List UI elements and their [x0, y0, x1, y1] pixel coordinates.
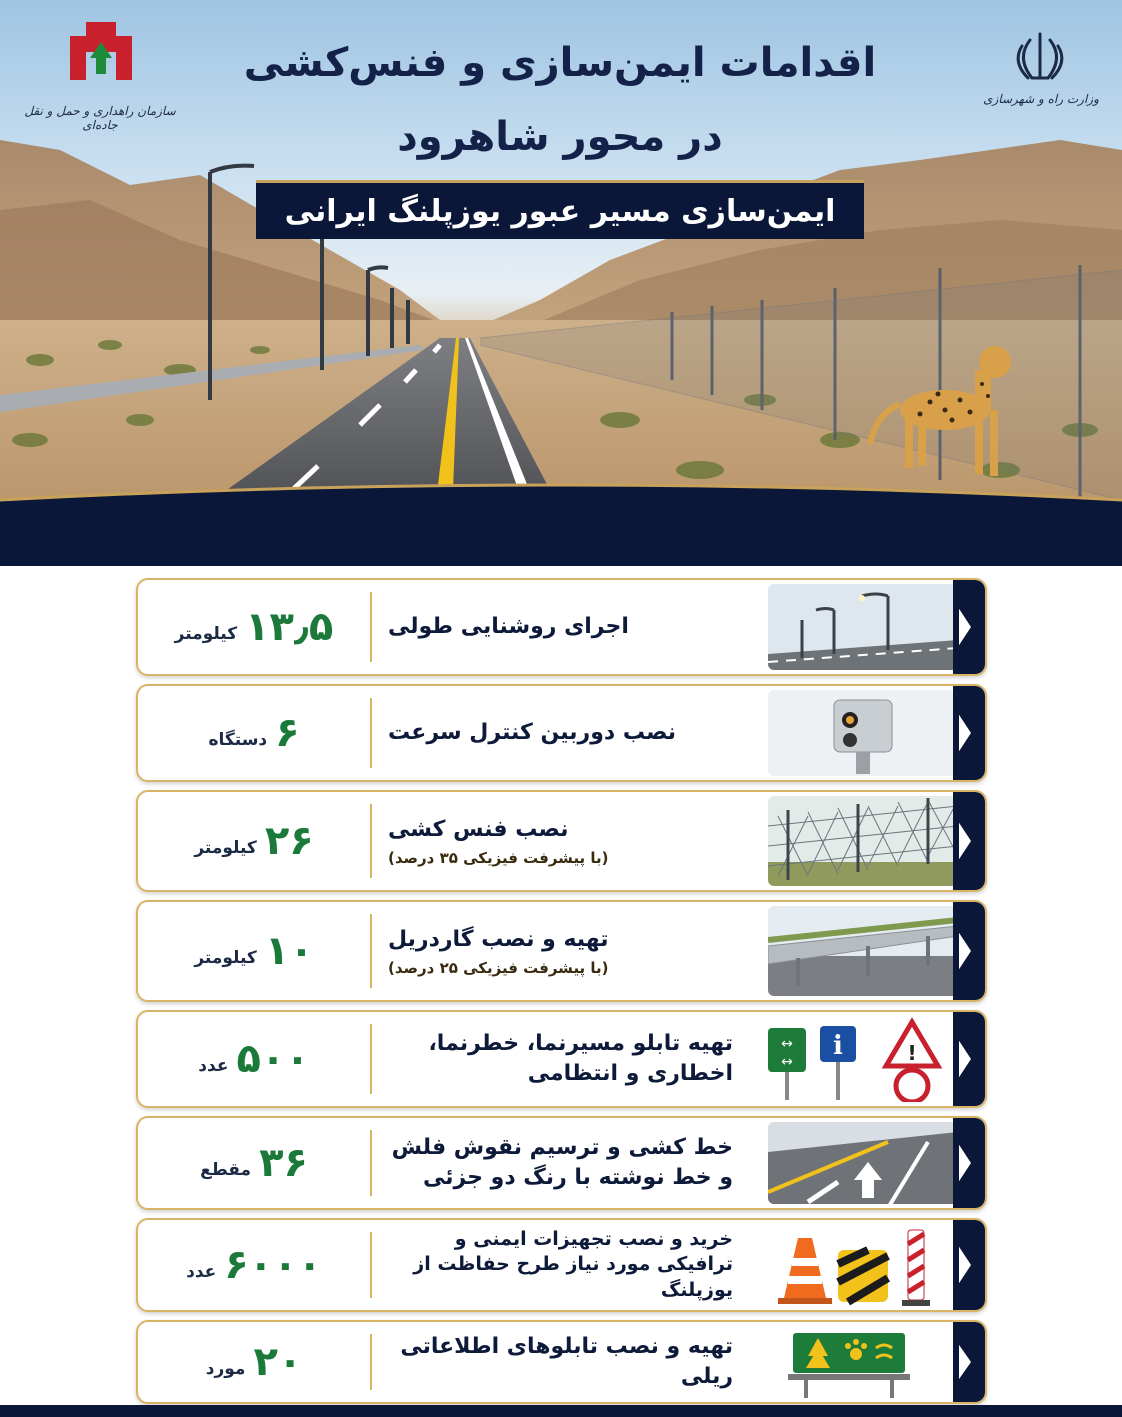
label-box — [388, 580, 733, 674]
value-box — [138, 792, 370, 890]
org-name-left: سازمان راهداری و حمل و نقل جاده‌ای — [24, 104, 176, 132]
action-row-info-signs — [136, 1320, 987, 1404]
subtitle-banner — [256, 180, 864, 239]
action-row-safety-equipment — [136, 1218, 987, 1312]
row-arrow-tab — [953, 1012, 985, 1106]
speed-camera-icon — [768, 690, 958, 776]
row-arrow-tab — [953, 1118, 985, 1208]
action-label: نصب فنس کشی — [388, 817, 569, 843]
value-number: ۱۳٫۵ — [245, 604, 334, 650]
svg-text:↔: ↔ — [781, 1036, 793, 1052]
value-box — [138, 580, 370, 674]
action-label: تهیه و نصب تابلوهای اطلاعاتی ریلی — [400, 1334, 733, 1389]
value-number: ۱۰ — [264, 928, 314, 974]
action-label: نصب دوربین کنترل سرعت — [388, 720, 677, 746]
value-unit: کیلومتر — [194, 948, 257, 968]
guardrail-icon — [768, 906, 958, 996]
action-label: تهیه تابلو مسیرنما، خطرنما، اخطاری و انتظامی — [428, 1031, 733, 1086]
street-light-icon — [768, 584, 958, 670]
value-box — [138, 1220, 370, 1310]
action-row-road-marking — [136, 1116, 987, 1210]
svg-text:!: ! — [907, 1041, 917, 1065]
label-box — [388, 1012, 733, 1106]
action-label: اجرای روشنایی طولی — [388, 614, 629, 640]
label-box — [388, 686, 733, 780]
row-arrow-tab — [953, 580, 985, 674]
svg-text:↔: ↔ — [781, 1054, 793, 1070]
divider — [370, 1024, 372, 1094]
label-box — [388, 902, 733, 1000]
row-arrow-tab — [953, 902, 985, 1000]
row-arrow-tab — [953, 1220, 985, 1310]
divider — [370, 804, 372, 878]
action-row-speed-camera — [136, 684, 987, 782]
value-box — [138, 1012, 370, 1106]
value-box — [138, 1322, 370, 1402]
value-number: ۵۰۰ — [236, 1036, 310, 1082]
value-unit: عدد — [198, 1056, 229, 1076]
info-sign-icon — [768, 1326, 958, 1398]
action-progress-note: (با پیشرفت فیزیکی ۲۵ درصد) — [388, 958, 609, 977]
value-unit: مقطع — [200, 1160, 252, 1180]
value-number: ۳۶ — [259, 1140, 308, 1186]
svg-text:i: i — [833, 1031, 843, 1061]
value-unit: عدد — [186, 1262, 217, 1282]
divider — [370, 1232, 372, 1298]
label-box — [388, 792, 733, 890]
value-unit: دستگاه — [208, 730, 268, 750]
value-unit: مورد — [205, 1359, 246, 1379]
divider — [370, 698, 372, 768]
iran-emblem-icon — [1010, 30, 1070, 86]
actions-list — [0, 566, 1122, 1417]
action-progress-note: (با پیشرفت فیزیکی ۳۵ درصد) — [388, 848, 609, 867]
action-label: خط کشی و ترسیم نقوش فلش و خط نوشته با رنگ دو جزئی — [391, 1135, 733, 1190]
hero-banner — [0, 0, 1122, 566]
divider — [370, 1334, 372, 1390]
road-signs-icon — [768, 1016, 958, 1102]
label-box — [388, 1220, 733, 1310]
row-arrow-tab — [953, 1322, 985, 1402]
divider — [370, 1130, 372, 1196]
action-label: خرید و نصب تجهیزات ایمنی و ترافیکی مورد نیاز طرح حفاظت از یوزپلنگ — [413, 1227, 733, 1301]
action-row-fence — [136, 790, 987, 892]
value-unit: کیلومتر — [194, 838, 257, 858]
action-row-road-signs — [136, 1010, 987, 1108]
value-number: ۶۰۰۰ — [224, 1242, 322, 1288]
traffic-cones-icon — [768, 1224, 958, 1306]
action-row-guardrail — [136, 900, 987, 1002]
road-marking-icon — [768, 1122, 958, 1204]
label-box — [388, 1118, 733, 1208]
value-unit: کیلومتر — [174, 624, 238, 644]
org-name-right: وزارت راه و شهرسازی — [983, 92, 1099, 106]
row-arrow-tab — [953, 792, 985, 890]
value-box — [138, 1118, 370, 1208]
rmto-logo-icon — [66, 14, 136, 84]
value-box — [138, 902, 370, 1000]
page-title-line-2: در محور شاهرود — [397, 114, 723, 160]
subtitle-text: ایمن‌سازی مسیر عبور یوزپلنگ ایرانی — [284, 193, 836, 229]
value-box — [138, 686, 370, 780]
value-number: ۶ — [275, 710, 300, 756]
fence-icon — [768, 796, 958, 886]
action-label: تهیه و نصب گاردریل — [388, 927, 609, 953]
divider — [370, 914, 372, 988]
divider — [370, 592, 372, 662]
label-box — [388, 1322, 733, 1402]
value-number: ۲۰ — [253, 1339, 303, 1385]
footer-strip — [0, 1405, 1122, 1417]
page-title-line-1: اقدامات ایمن‌سازی و فنس‌کشی — [243, 40, 877, 86]
value-number: ۲۶ — [264, 818, 314, 864]
action-row-lighting — [136, 578, 987, 676]
row-arrow-tab — [953, 686, 985, 780]
